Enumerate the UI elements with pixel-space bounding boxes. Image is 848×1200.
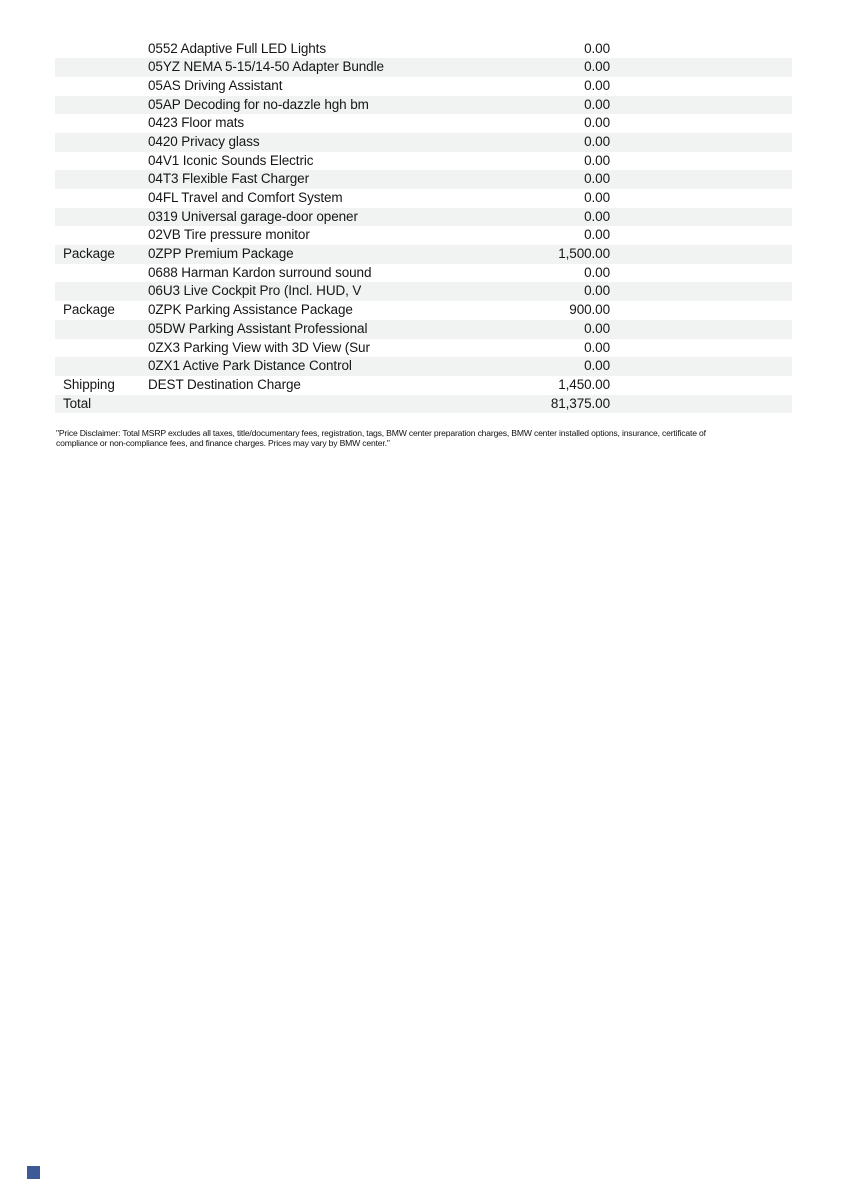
row-category — [55, 357, 148, 376]
table-row — [55, 226, 792, 245]
row-description: 04FL Travel and Comfort System — [148, 190, 343, 205]
row-price: 0.00 — [584, 59, 610, 75]
row-filler — [610, 264, 792, 283]
row-description: 05DW Parking Assistant Professional — [148, 320, 368, 336]
row-category: Shipping — [63, 376, 115, 392]
row-filler — [610, 96, 792, 115]
table-row — [55, 245, 792, 264]
pricing-table — [55, 40, 792, 414]
table-row — [55, 376, 792, 395]
table-row — [55, 133, 792, 152]
table-row — [55, 339, 792, 358]
table-row — [55, 96, 792, 115]
row-description — [148, 395, 500, 414]
row-filler — [610, 339, 792, 358]
row-category — [55, 264, 148, 283]
row-price: 0.00 — [584, 77, 610, 93]
row-description: 0423 Floor mats — [148, 115, 245, 131]
row-price: 0.00 — [584, 358, 610, 374]
row-price: 1,500.00 — [558, 246, 610, 262]
row-filler — [610, 133, 792, 152]
row-category — [55, 170, 148, 189]
row-description: 0319 Universal garage-door opener — [148, 208, 358, 224]
row-filler — [610, 245, 792, 264]
row-price: 0.00 — [584, 283, 610, 299]
row-category: Total — [63, 395, 92, 411]
table-row — [55, 301, 792, 320]
table-row — [55, 77, 792, 96]
row-filler — [610, 189, 792, 208]
row-filler — [610, 226, 792, 245]
row-price: 900.00 — [569, 302, 610, 318]
row-category — [55, 282, 148, 301]
row-filler — [610, 301, 792, 320]
table-row — [55, 170, 792, 189]
row-filler — [610, 376, 792, 395]
table-row — [55, 395, 792, 414]
page-corner-marker — [27, 1166, 40, 1179]
row-price: 1,450.00 — [558, 376, 610, 392]
table-row — [55, 208, 792, 227]
row-category — [55, 133, 148, 152]
table-row — [55, 320, 792, 339]
row-description: 05AP Decoding for no-dazzle hgh bm — [148, 96, 369, 112]
row-description: 04V1 Iconic Sounds Electric — [148, 152, 314, 168]
row-filler — [610, 208, 792, 227]
row-description: 0ZX3 Parking View with 3D View (Sur — [148, 339, 370, 355]
row-description: 06U3 Live Cockpit Pro (Incl. HUD, V — [148, 283, 362, 299]
row-filler — [610, 357, 792, 376]
row-category — [55, 114, 148, 133]
row-price: 0.00 — [584, 320, 610, 336]
row-description: 0ZPP Premium Package — [148, 246, 294, 262]
row-description: 0688 Harman Kardon surround sound — [148, 264, 372, 280]
table-row — [55, 114, 792, 133]
row-price: 0.00 — [584, 40, 610, 56]
row-category — [55, 40, 148, 59]
row-category: Package — [63, 246, 115, 262]
table-row — [55, 58, 792, 77]
row-filler — [610, 282, 792, 301]
row-category: Package — [63, 302, 115, 318]
table-row — [55, 189, 792, 208]
row-price: 0.00 — [584, 96, 610, 112]
row-category — [55, 58, 148, 77]
row-category — [55, 320, 148, 339]
table-row — [55, 152, 792, 171]
row-filler — [610, 170, 792, 189]
row-filler — [610, 58, 792, 77]
row-filler — [610, 77, 792, 96]
table-row — [55, 282, 792, 301]
row-price: 0.00 — [584, 264, 610, 280]
row-description: 0552 Adaptive Full LED Lights — [148, 40, 326, 56]
row-description: 05AS Driving Assistant — [148, 77, 283, 93]
table-row — [55, 264, 792, 283]
table-row — [55, 40, 792, 59]
row-description: 04T3 Flexible Fast Charger — [148, 171, 309, 187]
row-description: 0ZX1 Active Park Distance Control — [148, 358, 352, 374]
row-category — [55, 96, 148, 115]
row-category — [55, 152, 148, 171]
row-filler — [610, 114, 792, 133]
row-description: 0ZPK Parking Assistance Package — [148, 302, 353, 318]
row-price: 0.00 — [584, 152, 610, 168]
row-price: 81,375.00 — [550, 395, 610, 411]
row-filler — [610, 395, 792, 414]
price-disclaimer — [56, 428, 801, 450]
row-price: 0.00 — [584, 190, 610, 205]
price-disclaimer-line-1: "Price Disclaimer: Total MSRP excludes all taxes, title/documentary fees, registration, tags, BMW center preparation charges, BMW center installed options, insurance, certificate of — [56, 427, 706, 438]
row-description: 0420 Privacy glass — [148, 133, 260, 149]
table-row — [55, 357, 792, 376]
row-filler — [610, 152, 792, 171]
row-description: DEST Destination Charge — [148, 376, 301, 392]
row-price: 0.00 — [584, 208, 610, 224]
price-disclaimer-line-2: compliance or non-compliance fees, and finance charges. Prices may vary by BMW center." — [56, 438, 390, 449]
row-price: 0.00 — [584, 133, 610, 149]
row-filler — [610, 320, 792, 339]
row-description: 05YZ NEMA 5-15/14-50 Adapter Bundle — [148, 59, 384, 75]
row-price: 0.00 — [584, 171, 610, 187]
row-description: 02VB Tire pressure monitor — [148, 227, 310, 243]
row-category — [55, 208, 148, 227]
row-filler — [610, 40, 792, 59]
row-price: 0.00 — [584, 339, 610, 355]
row-category — [55, 226, 148, 245]
row-price: 0.00 — [584, 115, 610, 131]
row-price: 0.00 — [584, 227, 610, 243]
row-category — [55, 339, 148, 358]
row-category — [55, 189, 148, 208]
row-category — [55, 77, 148, 96]
